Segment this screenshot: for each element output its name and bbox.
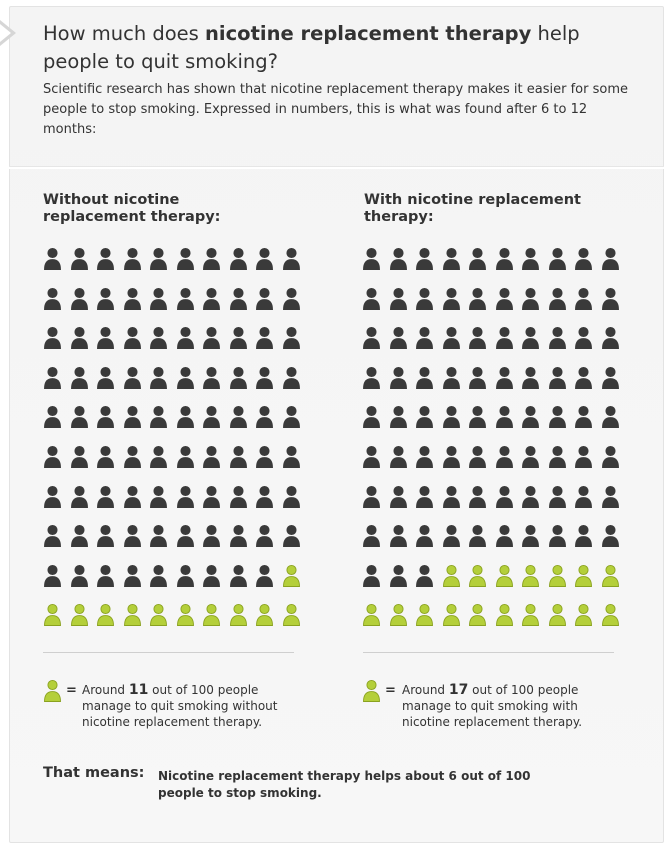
smoker-person-icon bbox=[70, 564, 89, 588]
smoker-person-icon bbox=[176, 445, 195, 469]
quit-person-icon bbox=[123, 603, 142, 627]
smoker-person-icon bbox=[149, 287, 168, 311]
quit-person-icon bbox=[601, 564, 620, 588]
smoker-person-icon bbox=[442, 366, 461, 390]
smoker-person-icon bbox=[442, 287, 461, 311]
group-title-without: Without nicotine replacement therapy: bbox=[43, 192, 221, 225]
smoker-person-icon bbox=[202, 524, 221, 548]
smoker-person-icon bbox=[389, 326, 408, 350]
smoker-person-icon bbox=[123, 405, 142, 429]
quit-person-icon bbox=[43, 603, 62, 627]
smoker-person-icon bbox=[70, 287, 89, 311]
quit-person-icon bbox=[601, 603, 620, 627]
smoker-person-icon bbox=[574, 247, 593, 271]
smoker-person-icon bbox=[495, 405, 514, 429]
smoker-person-icon bbox=[255, 445, 274, 469]
smoker-person-icon bbox=[601, 524, 620, 548]
smoker-person-icon bbox=[442, 445, 461, 469]
smoker-person-icon bbox=[389, 445, 408, 469]
quit-person-icon bbox=[548, 603, 567, 627]
quit-person-icon bbox=[389, 603, 408, 627]
smoker-person-icon bbox=[468, 287, 487, 311]
smoker-person-icon bbox=[70, 366, 89, 390]
quit-person-icon bbox=[495, 603, 514, 627]
smoker-person-icon bbox=[574, 524, 593, 548]
smoker-person-icon bbox=[282, 366, 301, 390]
smoker-person-icon bbox=[468, 326, 487, 350]
smoker-person-icon bbox=[229, 247, 248, 271]
smoker-person-icon bbox=[495, 524, 514, 548]
smoker-person-icon bbox=[415, 524, 434, 548]
legend-without-num: 11 bbox=[128, 682, 149, 698]
legend-without-pre: Around bbox=[82, 683, 129, 697]
page-title bbox=[43, 20, 603, 76]
smoker-person-icon bbox=[389, 564, 408, 588]
smoker-person-icon bbox=[70, 326, 89, 350]
smoker-person-icon bbox=[521, 287, 540, 311]
smoker-person-icon bbox=[255, 326, 274, 350]
smoker-person-icon bbox=[495, 366, 514, 390]
smoker-person-icon bbox=[389, 247, 408, 271]
smoker-person-icon bbox=[574, 445, 593, 469]
smoker-person-icon bbox=[521, 405, 540, 429]
smoker-person-icon bbox=[389, 287, 408, 311]
smoker-person-icon bbox=[96, 485, 115, 509]
pointer-arrow-inner bbox=[0, 24, 11, 42]
smoker-person-icon bbox=[149, 247, 168, 271]
smoker-person-icon bbox=[149, 564, 168, 588]
smoker-person-icon bbox=[202, 564, 221, 588]
legend-with-num: 17 bbox=[448, 682, 469, 698]
smoker-person-icon bbox=[362, 524, 381, 548]
smoker-person-icon bbox=[255, 247, 274, 271]
smoker-person-icon bbox=[574, 485, 593, 509]
smoker-person-icon bbox=[123, 524, 142, 548]
smoker-person-icon bbox=[255, 524, 274, 548]
smoker-person-icon bbox=[468, 445, 487, 469]
smoker-person-icon bbox=[255, 485, 274, 509]
quit-person-icon bbox=[362, 603, 381, 627]
smoker-person-icon bbox=[415, 405, 434, 429]
quit-person-icon bbox=[202, 603, 221, 627]
smoker-person-icon bbox=[229, 287, 248, 311]
smoker-person-icon bbox=[43, 366, 62, 390]
smoker-person-icon bbox=[601, 405, 620, 429]
smoker-person-icon bbox=[149, 445, 168, 469]
smoker-person-icon bbox=[282, 287, 301, 311]
smoker-person-icon bbox=[574, 287, 593, 311]
smoker-person-icon bbox=[149, 405, 168, 429]
smoker-person-icon bbox=[601, 287, 620, 311]
smoker-person-icon bbox=[96, 564, 115, 588]
smoker-person-icon bbox=[229, 326, 248, 350]
legend-divider-right bbox=[363, 652, 614, 653]
smoker-person-icon bbox=[389, 405, 408, 429]
smoker-person-icon bbox=[70, 247, 89, 271]
smoker-person-icon bbox=[468, 405, 487, 429]
smoker-person-icon bbox=[255, 564, 274, 588]
quit-person-icon bbox=[229, 603, 248, 627]
smoker-person-icon bbox=[149, 524, 168, 548]
smoker-person-icon bbox=[96, 524, 115, 548]
smoker-person-icon bbox=[548, 366, 567, 390]
smoker-person-icon bbox=[282, 326, 301, 350]
quit-person-icon bbox=[442, 603, 461, 627]
smoker-person-icon bbox=[176, 287, 195, 311]
smoker-person-icon bbox=[43, 524, 62, 548]
quit-person-icon bbox=[43, 679, 62, 703]
smoker-person-icon bbox=[202, 247, 221, 271]
smoker-person-icon bbox=[96, 326, 115, 350]
smoker-person-icon bbox=[415, 485, 434, 509]
smoker-person-icon bbox=[43, 445, 62, 469]
smoker-person-icon bbox=[70, 445, 89, 469]
smoker-person-icon bbox=[123, 287, 142, 311]
quit-person-icon bbox=[442, 564, 461, 588]
smoker-person-icon bbox=[282, 485, 301, 509]
quit-person-icon bbox=[521, 564, 540, 588]
quit-person-icon bbox=[415, 603, 434, 627]
smoker-person-icon bbox=[442, 326, 461, 350]
legend-text-without bbox=[82, 682, 307, 730]
smoker-person-icon bbox=[415, 247, 434, 271]
legend-without-post: out of 100 people manage to quit smoking without nicotine replacement therapy. bbox=[82, 683, 278, 729]
smoker-person-icon bbox=[468, 485, 487, 509]
smoker-person-icon bbox=[415, 287, 434, 311]
smoker-person-icon bbox=[548, 485, 567, 509]
smoker-person-icon bbox=[548, 524, 567, 548]
smoker-person-icon bbox=[521, 485, 540, 509]
quit-person-icon bbox=[282, 564, 301, 588]
legend-with-post: out of 100 people manage to quit smoking with nicotine replacement therapy. bbox=[402, 683, 583, 729]
smoker-person-icon bbox=[282, 247, 301, 271]
smoker-person-icon bbox=[362, 287, 381, 311]
smoker-person-icon bbox=[229, 405, 248, 429]
smoker-person-icon bbox=[548, 326, 567, 350]
smoker-person-icon bbox=[43, 405, 62, 429]
quit-person-icon bbox=[495, 564, 514, 588]
quit-person-icon bbox=[70, 603, 89, 627]
quit-person-icon bbox=[548, 564, 567, 588]
smoker-person-icon bbox=[415, 366, 434, 390]
smoker-person-icon bbox=[495, 287, 514, 311]
smoker-person-icon bbox=[229, 445, 248, 469]
smoker-person-icon bbox=[601, 326, 620, 350]
smoker-person-icon bbox=[123, 564, 142, 588]
smoker-person-icon bbox=[202, 445, 221, 469]
quit-person-icon bbox=[468, 603, 487, 627]
smoker-person-icon bbox=[123, 247, 142, 271]
quit-person-icon bbox=[468, 564, 487, 588]
section-divider bbox=[9, 166, 664, 169]
smoker-person-icon bbox=[70, 524, 89, 548]
smoker-person-icon bbox=[202, 326, 221, 350]
smoker-person-icon bbox=[202, 485, 221, 509]
smoker-person-icon bbox=[43, 485, 62, 509]
quit-person-icon bbox=[574, 564, 593, 588]
legend-divider-left bbox=[43, 652, 294, 653]
smoker-person-icon bbox=[96, 445, 115, 469]
smoker-person-icon bbox=[362, 405, 381, 429]
smoker-person-icon bbox=[468, 524, 487, 548]
quit-person-icon bbox=[176, 603, 195, 627]
smoker-person-icon bbox=[442, 247, 461, 271]
smoker-person-icon bbox=[468, 366, 487, 390]
smoker-person-icon bbox=[601, 445, 620, 469]
smoker-person-icon bbox=[96, 287, 115, 311]
smoker-person-icon bbox=[362, 564, 381, 588]
smoker-person-icon bbox=[415, 445, 434, 469]
conclusion-text: Nicotine replacement therapy helps about 6 out of 100 people to stop smoking. bbox=[158, 769, 531, 800]
smoker-person-icon bbox=[176, 564, 195, 588]
smoker-person-icon bbox=[574, 326, 593, 350]
smoker-person-icon bbox=[574, 366, 593, 390]
smoker-person-icon bbox=[468, 247, 487, 271]
quit-person-icon bbox=[255, 603, 274, 627]
legend-with-pre: Around bbox=[402, 683, 449, 697]
smoker-person-icon bbox=[149, 485, 168, 509]
smoker-person-icon bbox=[442, 485, 461, 509]
quit-person-icon bbox=[521, 603, 540, 627]
smoker-person-icon bbox=[362, 247, 381, 271]
smoker-person-icon bbox=[548, 247, 567, 271]
smoker-person-icon bbox=[123, 326, 142, 350]
smoker-person-icon bbox=[202, 287, 221, 311]
smoker-person-icon bbox=[123, 485, 142, 509]
smoker-person-icon bbox=[362, 366, 381, 390]
smoker-person-icon bbox=[229, 564, 248, 588]
pictogram-grid-with bbox=[362, 247, 626, 627]
conclusion-label: That means: bbox=[43, 765, 145, 781]
legend-equals: = bbox=[385, 683, 396, 698]
smoker-person-icon bbox=[389, 366, 408, 390]
smoker-person-icon bbox=[96, 405, 115, 429]
smoker-person-icon bbox=[149, 366, 168, 390]
smoker-person-icon bbox=[229, 485, 248, 509]
smoker-person-icon bbox=[548, 287, 567, 311]
smoker-person-icon bbox=[176, 485, 195, 509]
smoker-person-icon bbox=[43, 564, 62, 588]
smoker-person-icon bbox=[70, 405, 89, 429]
smoker-person-icon bbox=[521, 247, 540, 271]
smoker-person-icon bbox=[255, 287, 274, 311]
smoker-person-icon bbox=[601, 366, 620, 390]
smoker-person-icon bbox=[202, 366, 221, 390]
smoker-person-icon bbox=[176, 366, 195, 390]
smoker-person-icon bbox=[43, 326, 62, 350]
smoker-person-icon bbox=[362, 485, 381, 509]
smoker-person-icon bbox=[149, 326, 168, 350]
smoker-person-icon bbox=[521, 445, 540, 469]
smoker-person-icon bbox=[601, 247, 620, 271]
smoker-person-icon bbox=[362, 326, 381, 350]
smoker-person-icon bbox=[521, 524, 540, 548]
pictogram-grid-without bbox=[43, 247, 307, 627]
smoker-person-icon bbox=[601, 485, 620, 509]
smoker-person-icon bbox=[415, 564, 434, 588]
smoker-person-icon bbox=[229, 524, 248, 548]
smoker-person-icon bbox=[176, 247, 195, 271]
smoker-person-icon bbox=[123, 366, 142, 390]
smoker-person-icon bbox=[389, 524, 408, 548]
smoker-person-icon bbox=[574, 405, 593, 429]
quit-person-icon bbox=[574, 603, 593, 627]
smoker-person-icon bbox=[202, 405, 221, 429]
legend-equals: = bbox=[66, 683, 77, 698]
smoker-person-icon bbox=[43, 287, 62, 311]
title-bold: nicotine replacement therapy bbox=[205, 22, 532, 45]
title-suffix: help people to quit smoking? bbox=[43, 22, 580, 73]
smoker-person-icon bbox=[176, 524, 195, 548]
title-prefix: How much does bbox=[43, 22, 206, 45]
smoker-person-icon bbox=[43, 247, 62, 271]
smoker-person-icon bbox=[282, 524, 301, 548]
group-title-with: With nicotine replacement therapy: bbox=[364, 192, 581, 225]
legend-text-with bbox=[402, 682, 627, 730]
smoker-person-icon bbox=[442, 405, 461, 429]
smoker-person-icon bbox=[96, 366, 115, 390]
smoker-person-icon bbox=[255, 366, 274, 390]
smoker-person-icon bbox=[548, 405, 567, 429]
smoker-person-icon bbox=[229, 366, 248, 390]
smoker-person-icon bbox=[521, 366, 540, 390]
smoker-person-icon bbox=[123, 445, 142, 469]
smoker-person-icon bbox=[362, 445, 381, 469]
smoker-person-icon bbox=[521, 326, 540, 350]
smoker-person-icon bbox=[96, 247, 115, 271]
smoker-person-icon bbox=[282, 405, 301, 429]
smoker-person-icon bbox=[495, 326, 514, 350]
quit-person-icon bbox=[96, 603, 115, 627]
smoker-person-icon bbox=[255, 405, 274, 429]
quit-person-icon bbox=[282, 603, 301, 627]
smoker-person-icon bbox=[415, 326, 434, 350]
smoker-person-icon bbox=[495, 485, 514, 509]
smoker-person-icon bbox=[70, 485, 89, 509]
smoker-person-icon bbox=[176, 326, 195, 350]
smoker-person-icon bbox=[442, 524, 461, 548]
quit-person-icon bbox=[362, 679, 381, 703]
smoker-person-icon bbox=[495, 445, 514, 469]
smoker-person-icon bbox=[282, 445, 301, 469]
quit-person-icon bbox=[149, 603, 168, 627]
smoker-person-icon bbox=[176, 405, 195, 429]
intro-text: Scientific research has shown that nicotine replacement therapy makes it easier for some people to stop smoking. Expressed in numbers, this is what was found after 6 to 12 months: bbox=[43, 82, 628, 137]
smoker-person-icon bbox=[389, 485, 408, 509]
smoker-person-icon bbox=[495, 247, 514, 271]
smoker-person-icon bbox=[548, 445, 567, 469]
